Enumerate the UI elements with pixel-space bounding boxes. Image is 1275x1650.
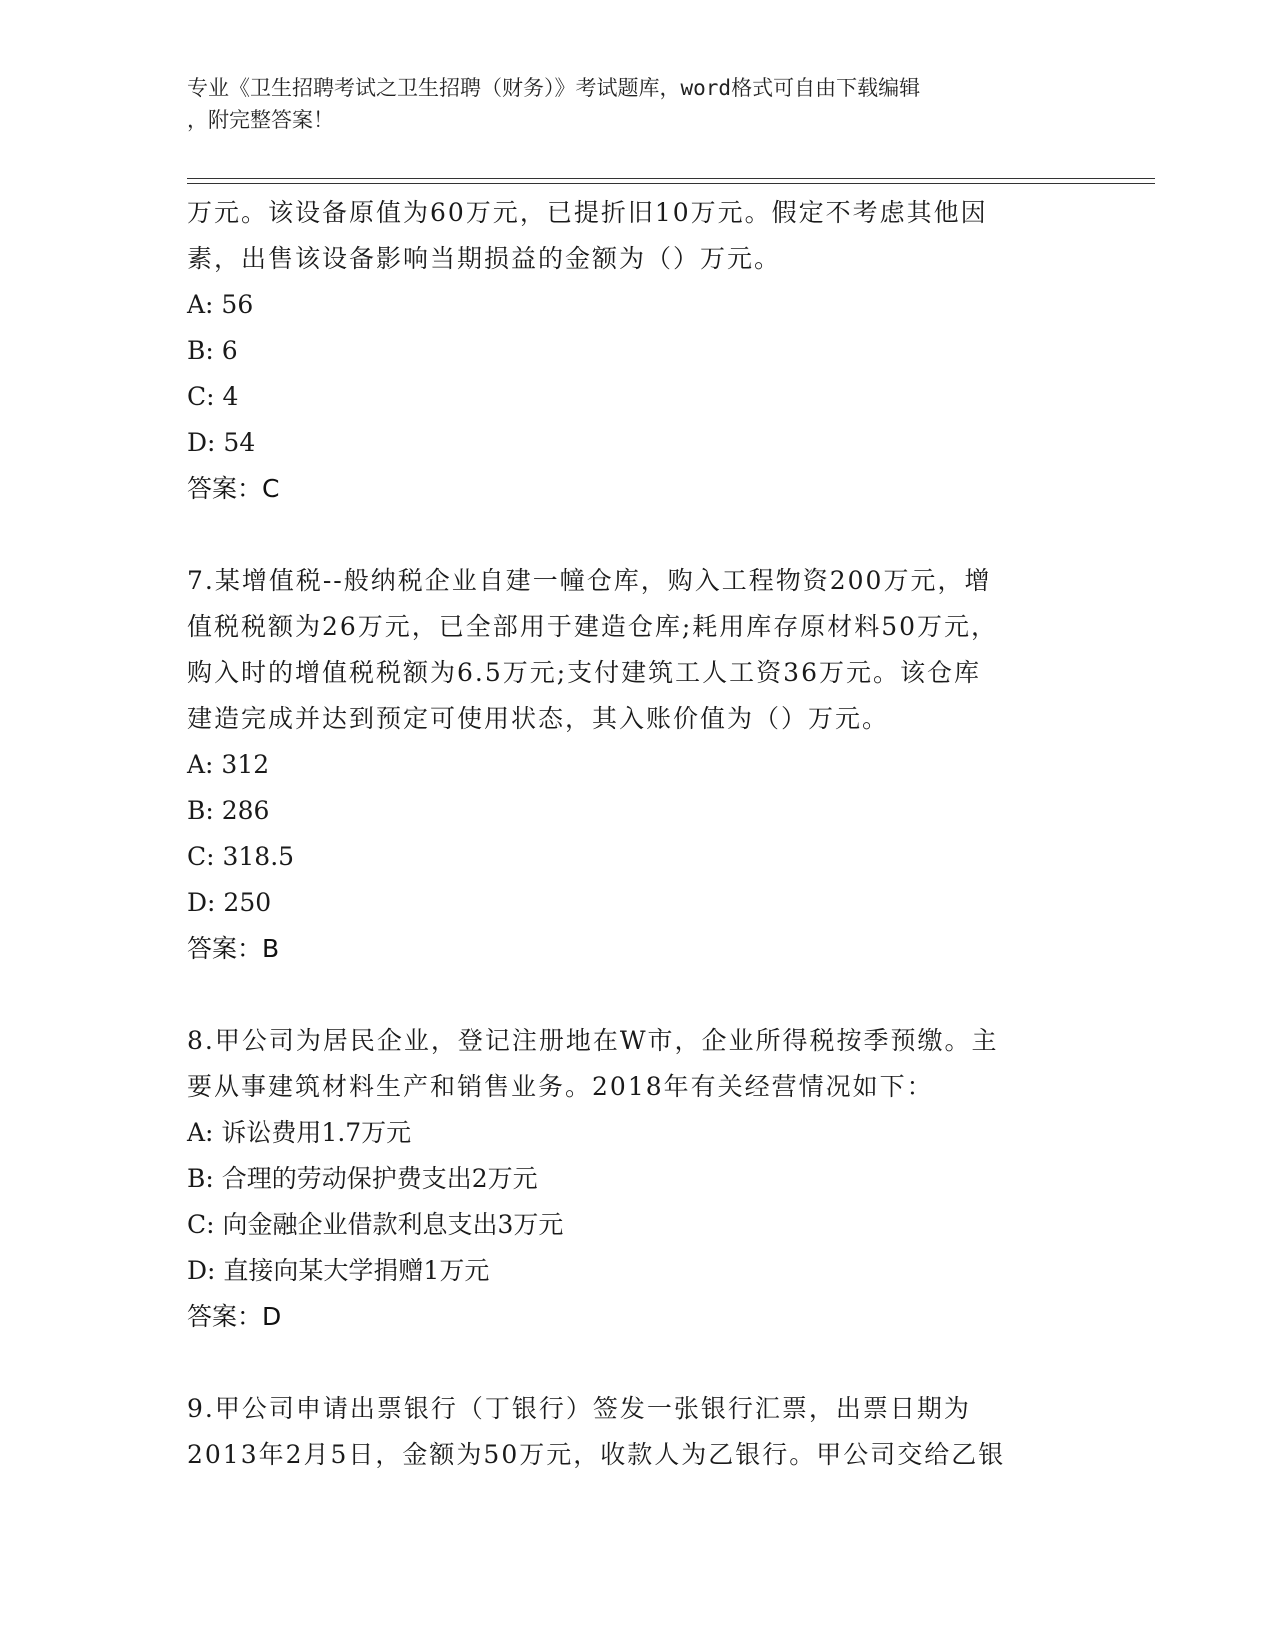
question-9 bbox=[187, 1386, 1087, 1478]
header-rule-bottom bbox=[187, 183, 1155, 184]
spacer bbox=[187, 1340, 1087, 1386]
document-body bbox=[187, 190, 1087, 1478]
option-d: D: 直接向某大学捐赠1万元 bbox=[187, 1256, 490, 1285]
question-text-line: 素，出售该设备影响当期损益的金额为（）万元。 bbox=[187, 244, 782, 273]
question-text-line: 万元。该设备原值为60万元，已提折旧10万元。假定不考虑其他因 bbox=[187, 198, 988, 227]
header-rule-top bbox=[187, 178, 1155, 179]
answer-line: 答案：D bbox=[187, 1302, 282, 1331]
option-a: A: 56 bbox=[187, 290, 254, 319]
question-text-line: 2013年2月5日，金额为50万元，收款人为乙银行。甲公司交给乙银 bbox=[187, 1440, 1006, 1469]
answer-line: 答案：C bbox=[187, 474, 280, 503]
question-text-line: 7.某增值税--般纳税企业自建一幢仓库，购入工程物资200万元，增 bbox=[187, 566, 992, 595]
question-8 bbox=[187, 1018, 1087, 1340]
header-line-1: 专业《卫生招聘考试之卫生招聘（财务）》考试题库，word格式可自由下载编辑 bbox=[187, 76, 921, 100]
option-c: C: 向金融企业借款利息支出3万元 bbox=[187, 1210, 564, 1239]
answer-line: 答案：B bbox=[187, 934, 280, 963]
option-c: C: 318.5 bbox=[187, 842, 295, 871]
option-b: B: 286 bbox=[187, 796, 270, 825]
option-d: D: 54 bbox=[187, 428, 256, 457]
question-text-line: 8.甲公司为居民企业，登记注册地在W市，企业所得税按季预缴。主 bbox=[187, 1026, 999, 1055]
question-7 bbox=[187, 558, 1087, 972]
question-text-line: 9.甲公司申请出票银行（丁银行）签发一张银行汇票，出票日期为 bbox=[187, 1394, 971, 1423]
spacer bbox=[187, 512, 1087, 558]
option-b: B: 合理的劳动保护费支出2万元 bbox=[187, 1164, 538, 1193]
question-text-line: 值税税额为26万元，已全部用于建造仓库;耗用库存原材料50万元， bbox=[187, 612, 999, 641]
document-header bbox=[187, 72, 1087, 136]
question-text-line: 要从事建筑材料生产和销售业务。2018年有关经营情况如下： bbox=[187, 1072, 934, 1101]
spacer bbox=[187, 972, 1087, 1018]
question-6 bbox=[187, 190, 1087, 512]
option-a: A: 312 bbox=[187, 750, 270, 779]
question-text-line: 建造完成并达到预定可使用状态，其入账价值为（）万元。 bbox=[187, 704, 890, 733]
header-line-2: ，附完整答案！ bbox=[187, 108, 334, 132]
option-d: D: 250 bbox=[187, 888, 272, 917]
option-b: B: 6 bbox=[187, 336, 238, 365]
option-c: C: 4 bbox=[187, 382, 239, 411]
question-text-line: 购入时的增值税税额为6.5万元;支付建筑工人工资36万元。该仓库 bbox=[187, 658, 981, 687]
option-a: A: 诉讼费用1.7万元 bbox=[187, 1118, 412, 1147]
